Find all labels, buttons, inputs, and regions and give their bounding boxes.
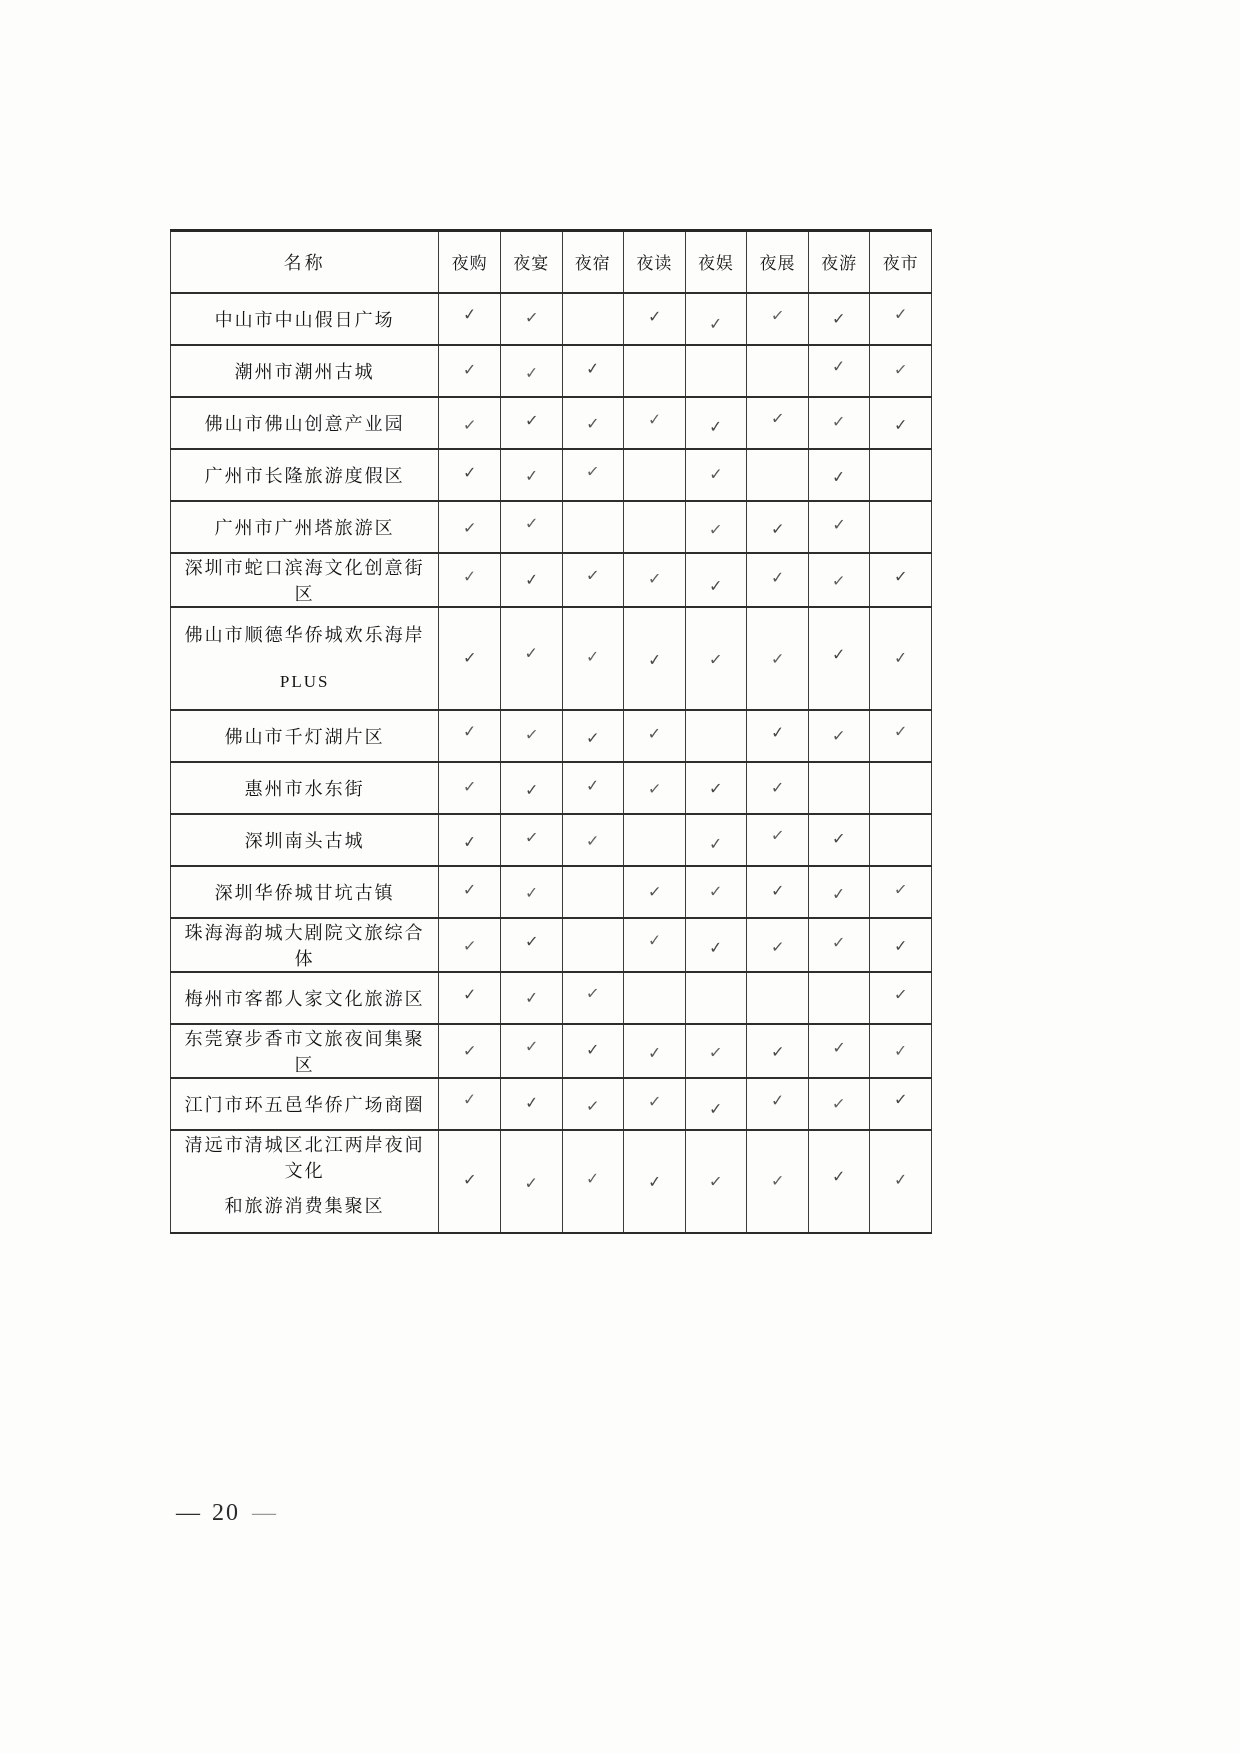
night-economy-table (170, 229, 932, 1234)
checkmark-icon: ✓ (708, 937, 724, 957)
venue-name: 广州市长隆旅游度假区 (171, 449, 439, 501)
checkmark-icon: ✓ (893, 566, 908, 586)
checkmark-cell (870, 397, 932, 449)
checkmark-icon: ✓ (893, 935, 908, 955)
table-row (171, 1078, 932, 1130)
checkmark-icon: ✓ (709, 464, 723, 484)
checkmark-cell (808, 397, 870, 449)
checkmark-icon: ✓ (462, 984, 477, 1004)
venue-name: 深圳市蛇口滨海文化创意街区 (171, 553, 439, 607)
checkmark-icon: ✓ (586, 413, 600, 433)
checkmark-icon: ✓ (585, 1039, 600, 1059)
checkmark-cell (870, 1130, 932, 1233)
column-header-7: 夜市 (870, 231, 932, 293)
checkmark-icon: ✓ (770, 518, 785, 539)
checkmark-icon: ✓ (832, 1166, 846, 1186)
checkmark-cell (624, 762, 686, 814)
checkmark-icon: ✓ (585, 775, 600, 795)
checkmark-cell (439, 814, 501, 866)
venue-name (171, 1130, 439, 1233)
checkmark-cell (500, 449, 562, 501)
checkmark-cell (439, 972, 501, 1024)
checkmark-icon: ✓ (831, 466, 847, 487)
checkmark-icon: ✓ (585, 830, 600, 850)
checkmark-cell (808, 553, 870, 607)
empty-cell (808, 762, 870, 814)
checkmark-cell (808, 449, 870, 501)
checkmark-cell (624, 710, 686, 762)
checkmark-cell (747, 762, 809, 814)
checkmark-icon: ✓ (708, 1041, 724, 1062)
checkmark-icon: ✓ (462, 462, 477, 482)
empty-cell (870, 762, 932, 814)
checkmark-icon: ✓ (462, 720, 477, 741)
checkmark-cell (439, 607, 501, 710)
checkmark-cell (808, 918, 870, 972)
checkmark-icon: ✓ (893, 647, 908, 668)
page-number-left-dash: — (176, 1500, 200, 1526)
table-row (171, 293, 932, 345)
checkmark-icon: ✓ (770, 721, 785, 742)
checkmark-cell (624, 1130, 686, 1233)
checkmark-icon: ✓ (524, 827, 539, 847)
checkmark-cell (747, 918, 809, 972)
checkmark-icon: ✓ (893, 1040, 908, 1060)
checkmark-cell (870, 918, 932, 972)
checkmark-cell (439, 1024, 501, 1078)
checkmark-icon: ✓ (524, 410, 539, 430)
venue-name: 东莞寮步香市文旅夜间集聚区 (171, 1024, 439, 1078)
checkmark-cell (562, 607, 624, 710)
empty-cell (808, 972, 870, 1024)
checkmark-cell (624, 293, 686, 345)
checkmark-cell (808, 1024, 870, 1078)
checkmark-icon: ✓ (893, 983, 908, 1004)
table-row (171, 607, 932, 710)
checkmark-cell (500, 397, 562, 449)
checkmark-cell (870, 553, 932, 607)
checkmark-cell (808, 345, 870, 397)
checkmark-cell (500, 293, 562, 345)
checkmark-cell (747, 814, 809, 866)
venue-name-line: PLUS (279, 672, 330, 691)
checkmark-icon: ✓ (831, 570, 847, 591)
checkmark-cell (685, 607, 747, 710)
checkmark-icon: ✓ (893, 721, 908, 741)
checkmark-icon: ✓ (893, 1169, 908, 1190)
table-row (171, 710, 932, 762)
column-header-1: 夜宴 (500, 231, 562, 293)
checkmark-icon: ✓ (585, 460, 601, 481)
checkmark-cell (685, 762, 747, 814)
checkmark-cell (624, 918, 686, 972)
column-header-6: 夜游 (808, 231, 870, 293)
checkmark-icon: ✓ (832, 411, 846, 431)
venue-name: 梅州市客都人家文化旅游区 (171, 972, 439, 1024)
checkmark-cell (439, 449, 501, 501)
checkmark-cell (870, 972, 932, 1024)
checkmark-cell (747, 1024, 809, 1078)
empty-cell (624, 501, 686, 553)
checkmark-cell (562, 972, 624, 1024)
checkmark-cell (808, 710, 870, 762)
table-body (171, 293, 932, 1233)
checkmark-cell (562, 397, 624, 449)
checkmark-cell (562, 449, 624, 501)
checkmark-cell (439, 1130, 501, 1233)
checkmark-icon: ✓ (708, 833, 724, 853)
checkmark-icon: ✓ (647, 409, 662, 429)
checkmark-cell (808, 866, 870, 918)
checkmark-cell (624, 1024, 686, 1078)
checkmark-icon: ✓ (462, 647, 477, 668)
checkmark-icon: ✓ (585, 564, 600, 585)
empty-cell (870, 501, 932, 553)
venue-name: 佛山市千灯湖片区 (171, 710, 439, 762)
column-header-name: 名称 (171, 231, 439, 293)
checkmark-cell (500, 866, 562, 918)
checkmark-icon: ✓ (524, 931, 539, 951)
checkmark-cell (624, 553, 686, 607)
table-row (171, 449, 932, 501)
checkmark-cell (500, 1078, 562, 1130)
checkmark-icon: ✓ (770, 1089, 785, 1110)
checkmark-icon: ✓ (585, 982, 601, 1003)
checkmark-icon: ✓ (647, 881, 662, 901)
checkmark-icon: ✓ (770, 407, 785, 428)
venue-name: 佛山市佛山创意产业园 (171, 397, 439, 449)
empty-cell (562, 866, 624, 918)
checkmark-cell (870, 710, 932, 762)
checkmark-cell (685, 1130, 747, 1233)
checkmark-icon: ✓ (462, 831, 477, 852)
checkmark-icon: ✓ (524, 362, 539, 383)
checkmark-icon: ✓ (770, 304, 785, 325)
checkmark-cell (562, 710, 624, 762)
checkmark-icon: ✓ (647, 929, 662, 950)
column-header-3: 夜读 (624, 231, 686, 293)
checkmark-cell (439, 553, 501, 607)
checkmark-icon: ✓ (708, 778, 723, 798)
checkmark-icon: ✓ (524, 1036, 539, 1056)
checkmark-icon: ✓ (831, 355, 847, 376)
checkmark-cell (870, 293, 932, 345)
checkmark-icon: ✓ (585, 727, 600, 748)
table-header (171, 231, 932, 293)
checkmark-cell (624, 866, 686, 918)
empty-cell (870, 449, 932, 501)
page-number-value: 20 (212, 1500, 240, 1526)
checkmark-icon: ✓ (770, 649, 785, 669)
checkmark-cell (747, 1130, 809, 1233)
empty-cell (685, 345, 747, 397)
checkmark-icon: ✓ (646, 1171, 662, 1192)
checkmark-cell (685, 814, 747, 866)
checkmark-cell (500, 762, 562, 814)
checkmark-icon: ✓ (832, 1037, 846, 1057)
checkmark-cell (500, 918, 562, 972)
checkmark-cell (500, 607, 562, 710)
checkmark-icon: ✓ (832, 644, 846, 664)
checkmark-icon: ✓ (523, 465, 539, 486)
checkmark-icon: ✓ (462, 566, 477, 586)
checkmark-icon: ✓ (893, 414, 908, 434)
checkmark-icon: ✓ (770, 936, 785, 957)
table-row (171, 501, 932, 553)
checkmark-icon: ✓ (462, 935, 478, 956)
checkmark-icon: ✓ (524, 779, 539, 799)
checkmark-icon: ✓ (770, 824, 785, 845)
checkmark-cell (500, 1130, 562, 1233)
checkmark-cell (747, 501, 809, 553)
table-row (171, 345, 932, 397)
checkmark-icon: ✓ (832, 308, 847, 328)
checkmark-icon: ✓ (893, 359, 909, 379)
checkmark-icon: ✓ (831, 1093, 847, 1114)
checkmark-cell (624, 397, 686, 449)
checkmark-cell (500, 345, 562, 397)
checkmark-cell (870, 1024, 932, 1078)
checkmark-cell (747, 607, 809, 710)
checkmark-icon: ✓ (462, 303, 477, 324)
checkmark-cell (808, 501, 870, 553)
checkmark-cell (562, 553, 624, 607)
checkmark-icon: ✓ (893, 878, 909, 899)
checkmark-icon: ✓ (585, 1168, 600, 1189)
checkmark-icon: ✓ (524, 307, 539, 327)
checkmark-cell (808, 1130, 870, 1233)
checkmark-cell (624, 1078, 686, 1130)
checkmark-icon: ✓ (647, 306, 662, 326)
checkmark-cell (562, 345, 624, 397)
table-row (171, 814, 932, 866)
checkmark-cell (747, 293, 809, 345)
checkmark-cell (747, 553, 809, 607)
venue-name: 珠海海韵城大剧院文旅综合体 (171, 918, 439, 972)
checkmark-cell (439, 345, 501, 397)
empty-cell (685, 972, 747, 1024)
checkmark-icon: ✓ (831, 725, 847, 745)
checkmark-icon: ✓ (709, 881, 723, 901)
empty-cell (747, 345, 809, 397)
checkmark-icon: ✓ (708, 1171, 724, 1192)
checkmark-cell (500, 1024, 562, 1078)
empty-cell (870, 814, 932, 866)
venue-name: 潮州市潮州古城 (171, 345, 439, 397)
checkmark-cell (685, 866, 747, 918)
checkmark-cell (808, 1078, 870, 1130)
checkmark-cell (439, 293, 501, 345)
checkmark-icon: ✓ (524, 513, 539, 533)
checkmark-cell (439, 501, 501, 553)
checkmark-icon: ✓ (832, 828, 847, 848)
checkmark-icon: ✓ (709, 575, 723, 595)
checkmark-icon: ✓ (523, 569, 539, 590)
checkmark-icon: ✓ (585, 646, 600, 667)
venue-name: 中山市中山假日广场 (171, 293, 439, 345)
checkmark-icon: ✓ (462, 879, 477, 899)
checkmark-icon: ✓ (585, 357, 601, 378)
empty-cell (747, 972, 809, 1024)
checkmark-cell (808, 293, 870, 345)
checkmark-icon: ✓ (462, 1040, 477, 1060)
checkmark-icon: ✓ (462, 1169, 477, 1190)
venue-name (171, 607, 439, 710)
checkmark-icon: ✓ (708, 313, 724, 334)
checkmark-cell (500, 972, 562, 1024)
column-header-2: 夜宿 (562, 231, 624, 293)
column-header-4: 夜娱 (685, 231, 747, 293)
checkmark-cell (439, 866, 501, 918)
checkmark-icon: ✓ (647, 723, 662, 743)
empty-cell (562, 918, 624, 972)
column-header-5: 夜展 (747, 231, 809, 293)
checkmark-icon: ✓ (646, 649, 662, 670)
checkmark-cell (439, 1078, 501, 1130)
checkmark-cell (870, 345, 932, 397)
checkmark-cell (685, 501, 747, 553)
empty-cell (685, 710, 747, 762)
venue-name: 广州市广州塔旅游区 (171, 501, 439, 553)
column-header-0: 夜购 (439, 231, 501, 293)
venue-name-line: 清远市清城区北江两岸夜间文化 (184, 1135, 425, 1181)
checkmark-cell (685, 1024, 747, 1078)
checkmark-icon: ✓ (523, 1092, 539, 1112)
checkmark-cell (562, 1078, 624, 1130)
checkmark-icon: ✓ (708, 519, 724, 539)
checkmark-icon: ✓ (524, 1173, 538, 1193)
checkmark-icon: ✓ (832, 932, 846, 952)
checkmark-cell (439, 918, 501, 972)
checkmark-icon: ✓ (647, 568, 662, 588)
venue-name: 江门市环五邑华侨广场商圈 (171, 1078, 439, 1130)
checkmark-icon: ✓ (462, 517, 477, 538)
checkmark-cell (562, 762, 624, 814)
venue-name: 深圳南头古城 (171, 814, 439, 866)
checkmark-cell (685, 293, 747, 345)
empty-cell (562, 501, 624, 553)
checkmark-cell (500, 814, 562, 866)
checkmark-icon: ✓ (462, 414, 478, 435)
checkmark-cell (747, 397, 809, 449)
checkmark-icon: ✓ (893, 1088, 908, 1109)
empty-cell (624, 345, 686, 397)
checkmark-icon: ✓ (647, 1042, 662, 1063)
venue-name-line: 佛山市顺德华侨城欢乐海岸 (184, 625, 425, 645)
checkmark-cell (562, 1024, 624, 1078)
checkmark-cell (500, 710, 562, 762)
table-row (171, 1024, 932, 1078)
checkmark-icon: ✓ (524, 643, 538, 663)
checkmark-cell (808, 814, 870, 866)
table-row (171, 972, 932, 1024)
checkmark-cell (439, 762, 501, 814)
checkmark-icon: ✓ (647, 1091, 662, 1111)
checkmark-cell (562, 1130, 624, 1233)
empty-cell (747, 449, 809, 501)
checkmark-cell (685, 397, 747, 449)
checkmark-icon: ✓ (770, 567, 785, 587)
checkmark-icon: ✓ (709, 1098, 723, 1118)
checkmark-icon: ✓ (524, 882, 539, 902)
checkmark-icon: ✓ (770, 777, 785, 797)
checkmark-icon: ✓ (462, 776, 477, 796)
table-row (171, 397, 932, 449)
checkmark-cell (500, 501, 562, 553)
checkmark-cell (747, 1078, 809, 1130)
checkmark-cell (562, 814, 624, 866)
table-header-row (171, 231, 932, 293)
page-number (176, 1500, 276, 1527)
empty-cell (624, 814, 686, 866)
checkmark-cell (685, 1078, 747, 1130)
checkmark-cell (439, 397, 501, 449)
table-row (171, 866, 932, 918)
checkmark-icon: ✓ (708, 649, 724, 670)
checkmark-icon: ✓ (647, 778, 662, 799)
empty-cell (624, 449, 686, 501)
checkmark-icon: ✓ (462, 359, 477, 379)
empty-cell (624, 972, 686, 1024)
page-number-right-dash: — (252, 1500, 276, 1526)
checkmark-cell (685, 918, 747, 972)
empty-cell (562, 293, 624, 345)
checkmark-icon: ✓ (523, 724, 539, 744)
table-row (171, 762, 932, 814)
checkmark-icon: ✓ (523, 987, 539, 1007)
table-row (171, 918, 932, 972)
checkmark-icon: ✓ (770, 1170, 785, 1191)
checkmark-icon: ✓ (832, 514, 846, 534)
checkmark-cell (870, 866, 932, 918)
checkmark-icon: ✓ (585, 1095, 600, 1116)
checkmark-cell (439, 710, 501, 762)
checkmark-cell (808, 607, 870, 710)
venue-name: 惠州市水东街 (171, 762, 439, 814)
checkmark-cell (747, 710, 809, 762)
checkmark-cell (624, 607, 686, 710)
checkmark-cell (870, 607, 932, 710)
checkmark-cell (747, 866, 809, 918)
venue-name-line: 和旅游消费集聚区 (224, 1196, 385, 1216)
venue-name: 深圳华侨城甘坑古镇 (171, 866, 439, 918)
checkmark-icon: ✓ (770, 1041, 785, 1061)
checkmark-cell (685, 553, 747, 607)
checkmark-icon: ✓ (770, 880, 785, 900)
checkmark-icon: ✓ (831, 883, 847, 904)
checkmark-cell (870, 1078, 932, 1130)
checkmark-cell (685, 449, 747, 501)
checkmark-cell (500, 553, 562, 607)
table-row (171, 1130, 932, 1233)
checkmark-icon: ✓ (462, 1088, 477, 1109)
table-row (171, 553, 932, 607)
checkmark-icon: ✓ (708, 416, 724, 437)
checkmark-icon: ✓ (893, 304, 908, 324)
